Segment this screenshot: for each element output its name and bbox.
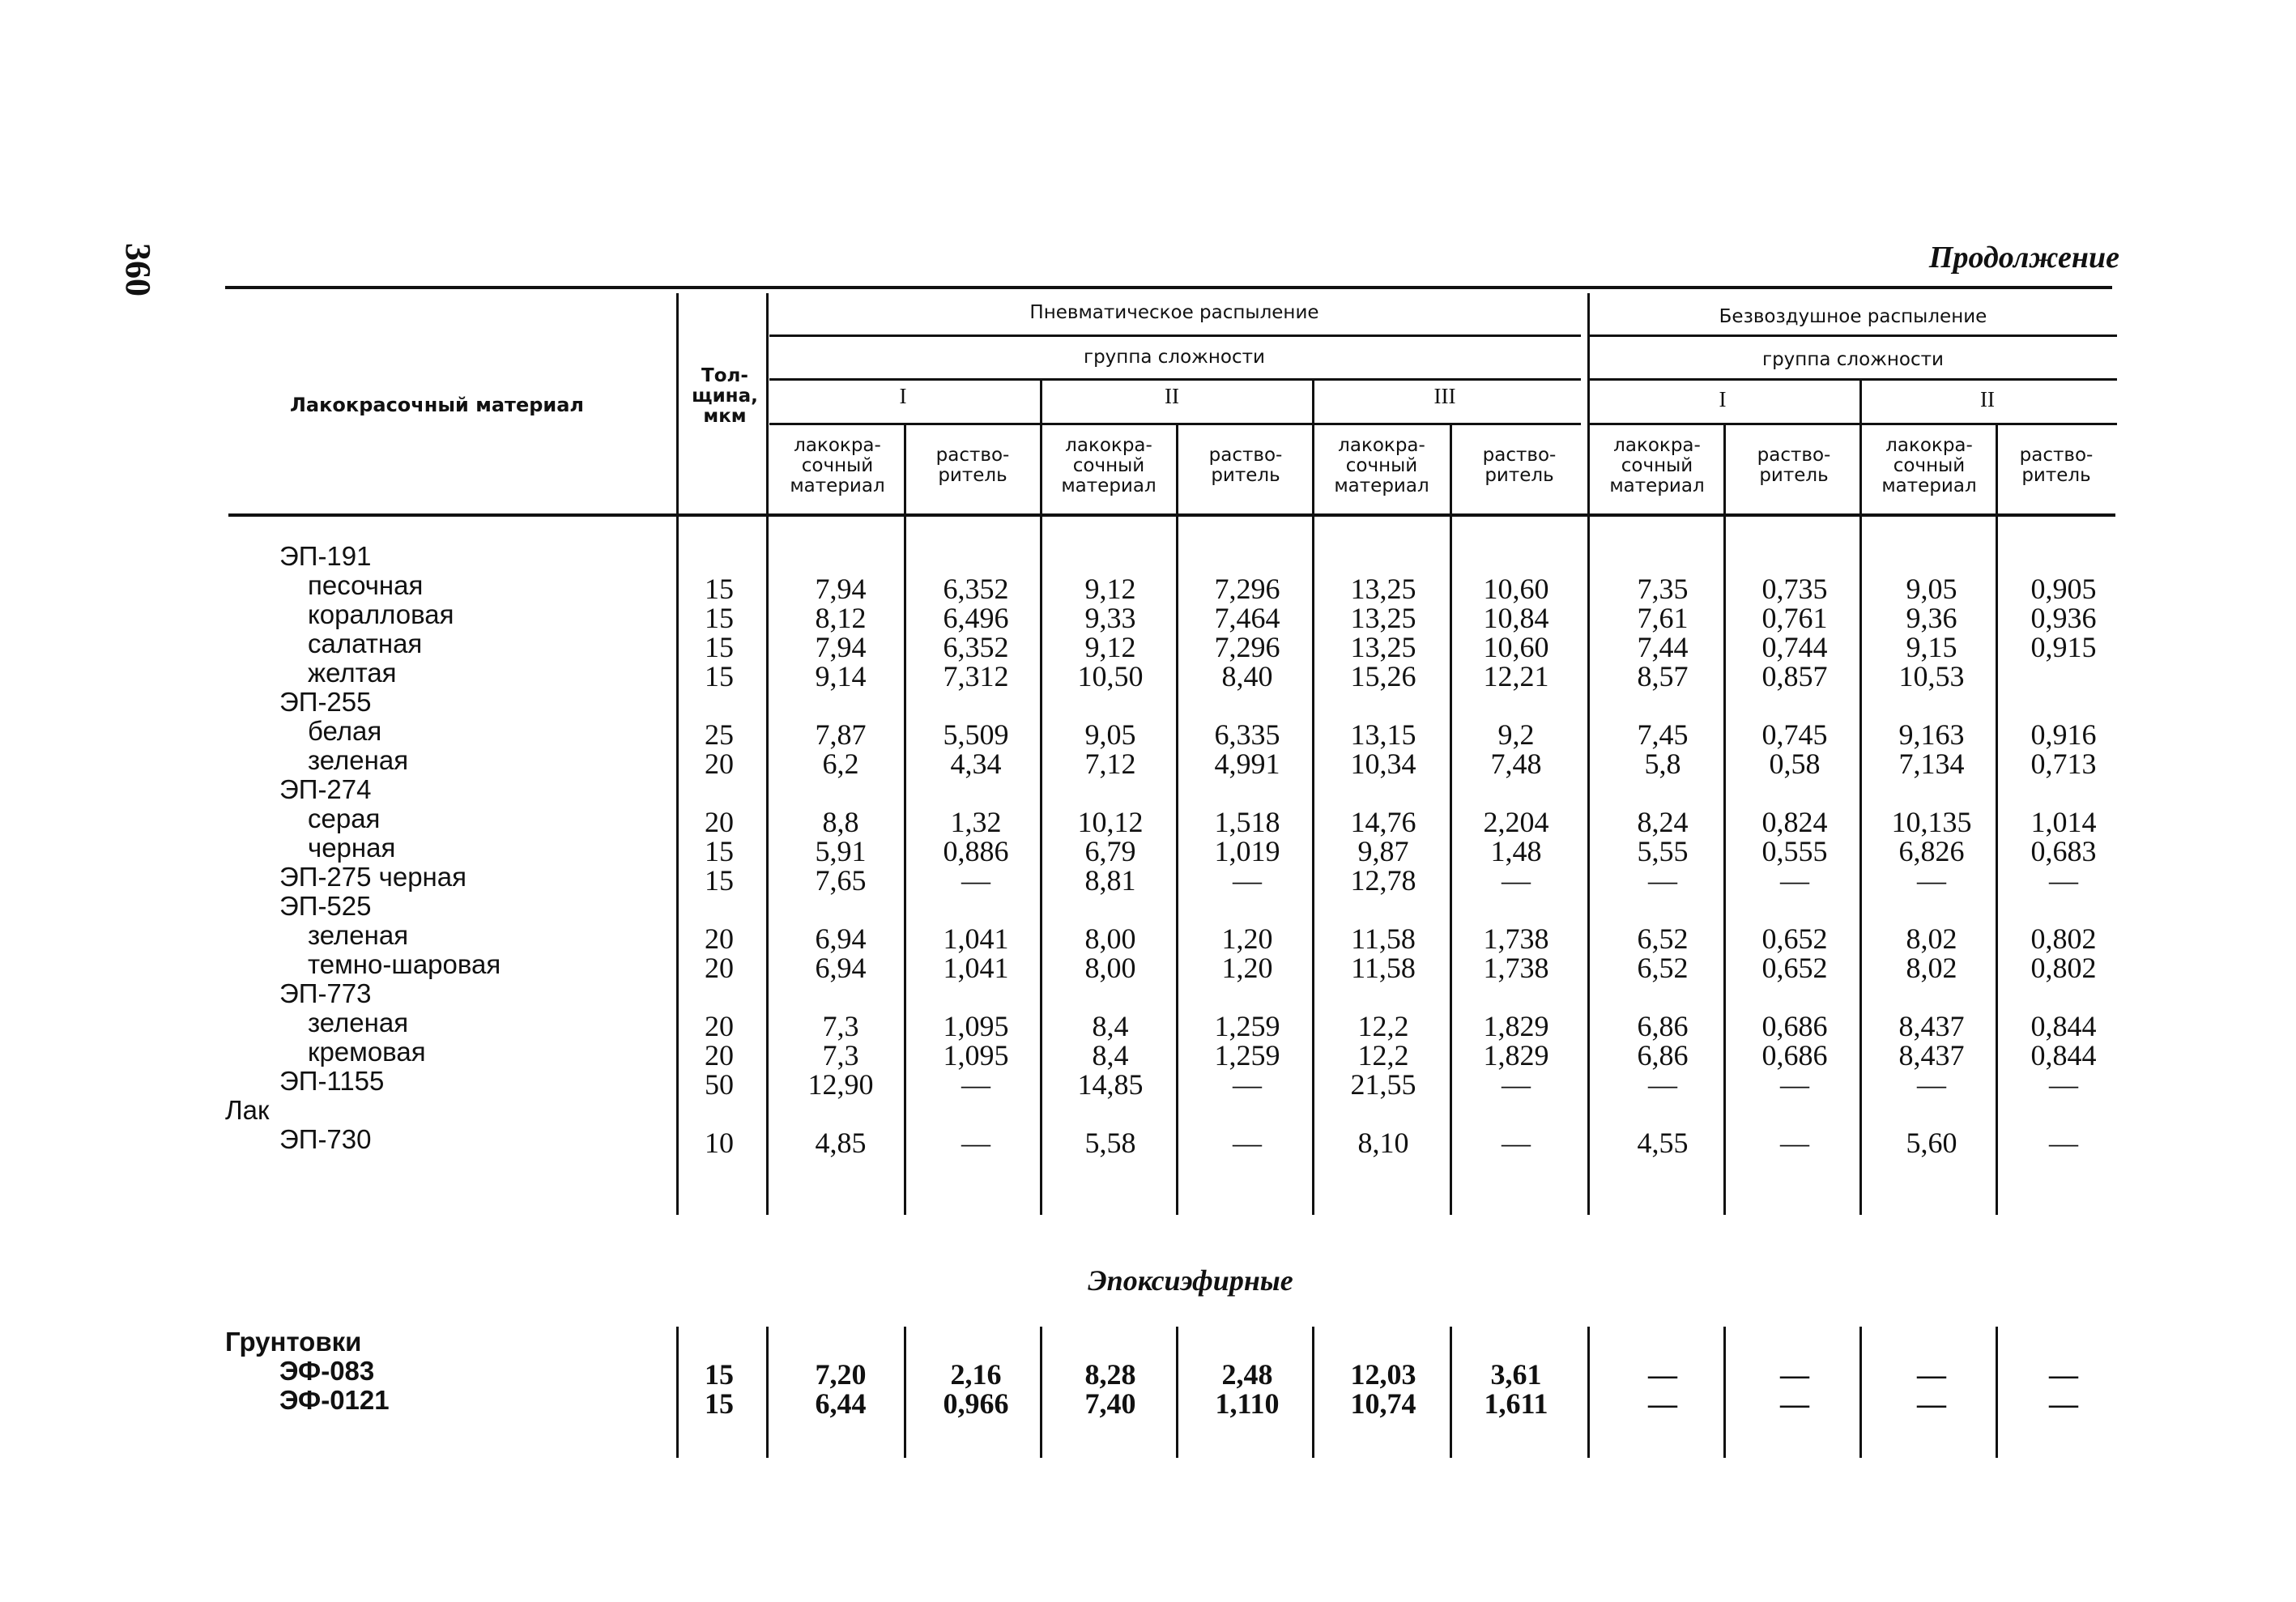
- enamel-table-cell: 9,33: [1084, 602, 1136, 634]
- enamel-table-cell: 6,352: [943, 631, 1009, 663]
- enamel-table-cell: 4,55: [1637, 1127, 1689, 1159]
- enamel-table-cell: 0,713: [2030, 748, 2097, 780]
- enamel-table-cell: —: [961, 1068, 990, 1101]
- primer-table-cell: —: [1917, 1387, 1946, 1420]
- enamel-table-cell: 15,26: [1350, 660, 1416, 692]
- enamel-row-name: черная: [308, 833, 396, 863]
- enamel-table-cell: 7,3: [822, 1010, 859, 1042]
- enamel-table-cell: 4,85: [815, 1127, 867, 1159]
- enamel-table-cell: 8,81: [1084, 864, 1136, 897]
- enamel-table-cell: 7,94: [815, 573, 867, 605]
- enamel-table-cell: 0,683: [2030, 835, 2097, 867]
- enamel-table-cell: 12,21: [1483, 660, 1549, 692]
- enamel-table-cell: 0,652: [1761, 952, 1828, 984]
- enamel-table-cell: —: [1648, 864, 1677, 897]
- primer-table-cell: 2,48: [1221, 1358, 1273, 1391]
- enamel-table-cell: 5,60: [1906, 1127, 1957, 1159]
- primer-table-cell: 7,20: [815, 1358, 867, 1391]
- enamel-table-cell: —: [1502, 864, 1531, 897]
- enamel-table-cell: 1,20: [1221, 922, 1273, 955]
- enamel-table-cell: 8,02: [1906, 952, 1957, 984]
- enamel-row-name: зеленая: [308, 1008, 409, 1037]
- enamel-table-cell: 1,019: [1214, 835, 1280, 867]
- enamel-row-name: темно-шаровая: [308, 949, 501, 979]
- group-rule-airless: [1589, 378, 2117, 381]
- primer-row-name: ЭФ-0121: [279, 1385, 390, 1415]
- enamel-row-name: салатная: [308, 628, 423, 658]
- enamel-table-cell: 4,34: [950, 748, 1002, 780]
- header-bottom-rule: [228, 513, 2115, 517]
- enamel-table-cell: 6,335: [1214, 718, 1280, 751]
- pneumatic-rule: [769, 334, 1581, 337]
- enamel-table-cell: 0,744: [1761, 631, 1828, 663]
- enamel-table-cell: 20: [705, 952, 734, 984]
- subheader-solvent: раство- ритель: [1757, 445, 1831, 486]
- enamel-table-cell: 8,437: [1898, 1010, 1965, 1042]
- header-thickness: Тол- щина, мкм: [692, 365, 758, 427]
- enamel-table-cell: 5,55: [1637, 835, 1689, 867]
- primer-table-cell: 15: [705, 1387, 734, 1420]
- header-material: Лакокрасочный материал: [290, 394, 584, 416]
- subheader-paint: лакокра- сочный материал: [1881, 435, 1977, 496]
- enamel-table-cell: 2,204: [1483, 806, 1549, 838]
- enamel-table-cell: 8,24: [1637, 806, 1689, 838]
- enamel-table-cell: 7,87: [815, 718, 867, 751]
- enamel-table-cell: 6,52: [1637, 952, 1689, 984]
- enamel-table-cell: 20: [705, 806, 734, 838]
- subheader-paint: лакокра- сочный материал: [790, 435, 885, 496]
- enamel-table-cell: 6,52: [1637, 922, 1689, 955]
- enamel-table-cell: 9,15: [1906, 631, 1957, 663]
- enamel-table-cell: 5,8: [1644, 748, 1681, 780]
- enamel-table-cell: 0,58: [1769, 748, 1821, 780]
- enamel-table-cell: 50: [705, 1068, 734, 1101]
- enamel-table-cell: 0,735: [1761, 573, 1828, 605]
- group-airless-1: I: [1719, 387, 1727, 411]
- subheader-solvent: раство- ритель: [1208, 445, 1283, 486]
- enamel-table-cell: 8,10: [1357, 1127, 1409, 1159]
- enamel-table-cell: 0,745: [1761, 718, 1828, 751]
- enamel-row-name: белая: [308, 716, 382, 746]
- enamel-table-cell: 15: [705, 602, 734, 634]
- enamel-table-cell: —: [1917, 1068, 1946, 1101]
- enamel-table-cell: 10,135: [1891, 806, 1972, 838]
- group-pneumatic-3: III: [1433, 384, 1456, 408]
- enamel-table-cell: 15: [705, 631, 734, 663]
- primer-table-cell: 15: [705, 1358, 734, 1391]
- enamel-row-name: ЭП-773: [279, 978, 372, 1008]
- enamel-table-cell: 9,05: [1906, 573, 1957, 605]
- enamel-table-cell: 1,259: [1214, 1039, 1280, 1072]
- enamel-table-cell: 7,12: [1084, 748, 1136, 780]
- enamel-table-cell: —: [1233, 1127, 1262, 1159]
- primer-table-cell: —: [1780, 1358, 1809, 1391]
- column-line: [1176, 425, 1178, 1215]
- subheader-paint: лакокра- сочный материал: [1334, 435, 1429, 496]
- enamel-table-cell: 9,12: [1084, 573, 1136, 605]
- primer-row-name: Грунтовки: [225, 1327, 362, 1357]
- enamel-table-cell: 1,829: [1483, 1039, 1549, 1072]
- enamel-table-cell: 7,35: [1637, 573, 1689, 605]
- enamel-table-cell: 25: [705, 718, 734, 751]
- enamel-table-cell: 9,05: [1084, 718, 1136, 751]
- enamel-table-cell: 6,86: [1637, 1039, 1689, 1072]
- enamel-table-cell: 5,58: [1084, 1127, 1136, 1159]
- enamel-table-cell: 7,48: [1490, 748, 1542, 780]
- enamel-table-cell: 0,936: [2030, 602, 2097, 634]
- enamel-table-cell: 14,85: [1077, 1068, 1144, 1101]
- enamel-table-cell: 9,14: [815, 660, 867, 692]
- enamel-table-cell: 6,79: [1084, 835, 1136, 867]
- enamel-table-cell: 0,761: [1761, 602, 1828, 634]
- primer-table-cell: —: [2049, 1387, 2078, 1420]
- enamel-table-cell: 7,464: [1214, 602, 1280, 634]
- enamel-table-cell: —: [961, 864, 990, 897]
- enamel-table-cell: —: [961, 1127, 990, 1159]
- enamel-table-cell: —: [2049, 1127, 2078, 1159]
- primer-table-cell: 7,40: [1084, 1387, 1136, 1420]
- column-line: [1312, 1327, 1314, 1458]
- enamel-table-cell: 9,163: [1898, 718, 1965, 751]
- enamel-table-cell: 0,905: [2030, 573, 2097, 605]
- column-line: [1587, 1327, 1590, 1458]
- enamel-table-cell: 8,4: [1092, 1010, 1129, 1042]
- enamel-table-cell: 15: [705, 573, 734, 605]
- primer-table-cell: —: [1648, 1358, 1677, 1391]
- primer-table-cell: —: [1648, 1387, 1677, 1420]
- enamel-table-cell: 1,738: [1483, 952, 1549, 984]
- enamel-table-cell: 0,686: [1761, 1039, 1828, 1072]
- enamel-table-cell: 5,509: [943, 718, 1009, 751]
- enamel-table-cell: 9,12: [1084, 631, 1136, 663]
- enamel-table-cell: 8,12: [815, 602, 867, 634]
- enamel-table-cell: 6,94: [815, 922, 867, 955]
- enamel-table-cell: 15: [705, 660, 734, 692]
- enamel-table-cell: 1,738: [1483, 922, 1549, 955]
- column-line: [1587, 293, 1590, 1215]
- enamel-table-cell: 20: [705, 1039, 734, 1072]
- enamel-table-cell: 8,57: [1637, 660, 1689, 692]
- enamel-table-cell: —: [1502, 1127, 1531, 1159]
- enamel-table-cell: 10,60: [1483, 631, 1549, 663]
- enamel-table-cell: —: [2049, 864, 2078, 897]
- enamel-row-name: Лак: [225, 1095, 270, 1125]
- enamel-table-cell: 1,518: [1214, 806, 1280, 838]
- primer-table-cell: 8,28: [1084, 1358, 1136, 1391]
- enamel-row-name: желтая: [308, 658, 397, 688]
- enamel-table-cell: 1,32: [950, 806, 1002, 838]
- enamel-table-cell: 8,00: [1084, 922, 1136, 955]
- enamel-table-cell: 1,095: [943, 1039, 1009, 1072]
- enamel-row-name: ЭП-275 черная: [279, 862, 466, 892]
- enamel-table-cell: 0,802: [2030, 922, 2097, 955]
- group-pneumatic-1: I: [899, 384, 907, 408]
- enamel-table-cell: 6,86: [1637, 1010, 1689, 1042]
- enamel-row-name: ЭП-191: [279, 541, 372, 571]
- enamel-table-cell: —: [1502, 1068, 1531, 1101]
- subheader-solvent: раство- ритель: [2019, 445, 2094, 486]
- group-airless-2: II: [1980, 387, 1995, 411]
- column-line: [1859, 1327, 1862, 1458]
- subheader-paint: лакокра- сочный материал: [1609, 435, 1705, 496]
- enamel-table-cell: 20: [705, 922, 734, 955]
- enamel-table-cell: 0,652: [1761, 922, 1828, 955]
- enamel-table-cell: 10,60: [1483, 573, 1549, 605]
- primer-table-cell: 12,03: [1350, 1358, 1416, 1391]
- enamel-table-cell: 12,78: [1350, 864, 1416, 897]
- section-title-epoxy-ester: Эпоксиэфирные: [1088, 1264, 1293, 1297]
- enamel-table-cell: 7,312: [943, 660, 1009, 692]
- enamel-row-name: ЭП-1155: [279, 1066, 385, 1096]
- enamel-table-cell: 0,802: [2030, 952, 2097, 984]
- enamel-table-cell: 13,15: [1350, 718, 1416, 751]
- enamel-table-cell: 8,40: [1221, 660, 1273, 692]
- enamel-table-cell: 7,296: [1214, 573, 1280, 605]
- enamel-table-cell: 0,886: [943, 835, 1009, 867]
- enamel-table-cell: 6,94: [815, 952, 867, 984]
- header-pneumatic: Пневматическое распыление: [1029, 302, 1319, 323]
- enamel-row-name: зеленая: [308, 745, 409, 775]
- table-top-rule: [225, 286, 2112, 289]
- enamel-table-cell: —: [1780, 1068, 1809, 1101]
- header-airless: Безвоздушное распыление: [1719, 306, 1987, 327]
- enamel-table-cell: 8,4: [1092, 1039, 1129, 1072]
- enamel-table-cell: 9,2: [1497, 718, 1535, 751]
- enamel-row-name: зеленая: [308, 920, 409, 950]
- enamel-table-cell: 13,25: [1350, 631, 1416, 663]
- enamel-table-cell: 7,134: [1898, 748, 1965, 780]
- enamel-table-cell: 0,686: [1761, 1010, 1828, 1042]
- primer-table-cell: 10,74: [1350, 1387, 1416, 1420]
- enamel-table-cell: 10,12: [1077, 806, 1144, 838]
- enamel-table-cell: 15: [705, 835, 734, 867]
- enamel-table-cell: —: [1233, 1068, 1262, 1101]
- enamel-table-cell: —: [2049, 1068, 2078, 1101]
- enamel-table-cell: 9,87: [1357, 835, 1409, 867]
- enamel-table-cell: 8,437: [1898, 1039, 1965, 1072]
- enamel-row-name: ЭП-255: [279, 687, 372, 717]
- enamel-table-cell: 10,34: [1350, 748, 1416, 780]
- enamel-table-cell: 5,91: [815, 835, 867, 867]
- enamel-table-cell: 7,45: [1637, 718, 1689, 751]
- primer-table-cell: 0,966: [943, 1387, 1009, 1420]
- group-rule-pneumatic: [769, 378, 1581, 381]
- enamel-table-cell: 9,36: [1906, 602, 1957, 634]
- enamel-table-cell: 15: [705, 864, 734, 897]
- enamel-table-cell: 1,041: [943, 922, 1009, 955]
- enamel-table-cell: 10: [705, 1127, 734, 1159]
- page-number: 360: [118, 243, 158, 296]
- enamel-table-cell: —: [1648, 1068, 1677, 1101]
- enamel-table-cell: 0,916: [2030, 718, 2097, 751]
- enamel-table-cell: 10,50: [1077, 660, 1144, 692]
- enamel-table-cell: 7,296: [1214, 631, 1280, 663]
- airless-rule: [1589, 334, 2117, 337]
- enamel-table-cell: 1,829: [1483, 1010, 1549, 1042]
- enamel-table-cell: 20: [705, 748, 734, 780]
- enamel-table-cell: 7,61: [1637, 602, 1689, 634]
- enamel-table-cell: 20: [705, 1010, 734, 1042]
- enamel-table-cell: 4,991: [1214, 748, 1280, 780]
- enamel-table-cell: 7,44: [1637, 631, 1689, 663]
- enamel-row-name: кремовая: [308, 1037, 426, 1067]
- primer-table-cell: 2,16: [950, 1358, 1002, 1391]
- enamel-table-cell: 7,3: [822, 1039, 859, 1072]
- enamel-table-cell: 0,844: [2030, 1039, 2097, 1072]
- enamel-table-cell: 10,84: [1483, 602, 1549, 634]
- enamel-table-cell: 0,555: [1761, 835, 1828, 867]
- enamel-table-cell: 12,90: [807, 1068, 874, 1101]
- primer-table-cell: —: [1917, 1358, 1946, 1391]
- enamel-table-cell: 0,844: [2030, 1010, 2097, 1042]
- primer-table-cell: 6,44: [815, 1387, 867, 1420]
- subgroup-rule-pneumatic: [769, 423, 1581, 425]
- enamel-row-name: коралловая: [308, 599, 454, 629]
- continuation-label: Продолжение: [1928, 241, 2119, 275]
- enamel-table-cell: 0,824: [1761, 806, 1828, 838]
- enamel-table-cell: 12,2: [1357, 1039, 1409, 1072]
- enamel-table-cell: 1,041: [943, 952, 1009, 984]
- enamel-table-cell: 6,826: [1898, 835, 1965, 867]
- enamel-table-cell: 11,58: [1351, 952, 1416, 984]
- enamel-table-cell: 8,00: [1084, 952, 1136, 984]
- subgroup-rule-airless: [1589, 423, 2117, 425]
- enamel-table-cell: 0,915: [2030, 631, 2097, 663]
- subheader-solvent: раство- ритель: [1482, 445, 1557, 486]
- enamel-row-name: ЭП-274: [279, 774, 372, 804]
- enamel-table-cell: 6,352: [943, 573, 1009, 605]
- enamel-table-cell: 1,48: [1490, 835, 1542, 867]
- enamel-table-cell: —: [1917, 864, 1946, 897]
- primer-table-cell: 1,611: [1484, 1387, 1548, 1420]
- column-line: [1176, 1327, 1178, 1458]
- enamel-table-cell: —: [1780, 1127, 1809, 1159]
- enamel-row-name: ЭП-730: [279, 1124, 372, 1154]
- header-complexity-pneumatic: группа сложности: [1083, 347, 1265, 368]
- enamel-table-cell: 0,857: [1761, 660, 1828, 692]
- enamel-row-name: серая: [308, 803, 381, 833]
- primer-table-cell: 3,61: [1490, 1358, 1542, 1391]
- subheader-solvent: раство- ритель: [935, 445, 1010, 486]
- enamel-table-cell: 1,095: [943, 1010, 1009, 1042]
- primer-table-cell: —: [2049, 1358, 2078, 1391]
- primer-table-cell: —: [1780, 1387, 1809, 1420]
- enamel-table-cell: 14,76: [1350, 806, 1416, 838]
- enamel-table-cell: 10,53: [1898, 660, 1965, 692]
- group-pneumatic-2: II: [1165, 384, 1179, 408]
- enamel-table-cell: 6,2: [822, 748, 859, 780]
- enamel-table-cell: —: [1780, 864, 1809, 897]
- header-complexity-airless: группа сложности: [1761, 349, 1944, 370]
- enamel-table-cell: 1,014: [2030, 806, 2097, 838]
- column-line: [1312, 425, 1314, 1215]
- column-line: [1859, 425, 1862, 1215]
- enamel-row-name: песочная: [308, 570, 424, 600]
- enamel-table-cell: 8,8: [822, 806, 859, 838]
- enamel-table-cell: 21,55: [1350, 1068, 1416, 1101]
- enamel-table-cell: 1,20: [1221, 952, 1273, 984]
- enamel-row-name: ЭП-525: [279, 891, 372, 921]
- primer-table-cell: 1,110: [1215, 1387, 1280, 1420]
- enamel-table-cell: 11,58: [1351, 922, 1416, 955]
- enamel-table-cell: 12,2: [1357, 1010, 1409, 1042]
- primer-row-name: ЭФ-083: [279, 1356, 375, 1386]
- enamel-table-cell: 7,94: [815, 631, 867, 663]
- enamel-table-cell: 13,25: [1350, 602, 1416, 634]
- enamel-table-cell: 8,02: [1906, 922, 1957, 955]
- subheader-paint: лакокра- сочный материал: [1061, 435, 1157, 496]
- enamel-table-cell: —: [1233, 864, 1262, 897]
- enamel-table-cell: 6,496: [943, 602, 1009, 634]
- enamel-table-cell: 1,259: [1214, 1010, 1280, 1042]
- enamel-table-cell: 7,65: [815, 864, 867, 897]
- enamel-table-cell: 13,25: [1350, 573, 1416, 605]
